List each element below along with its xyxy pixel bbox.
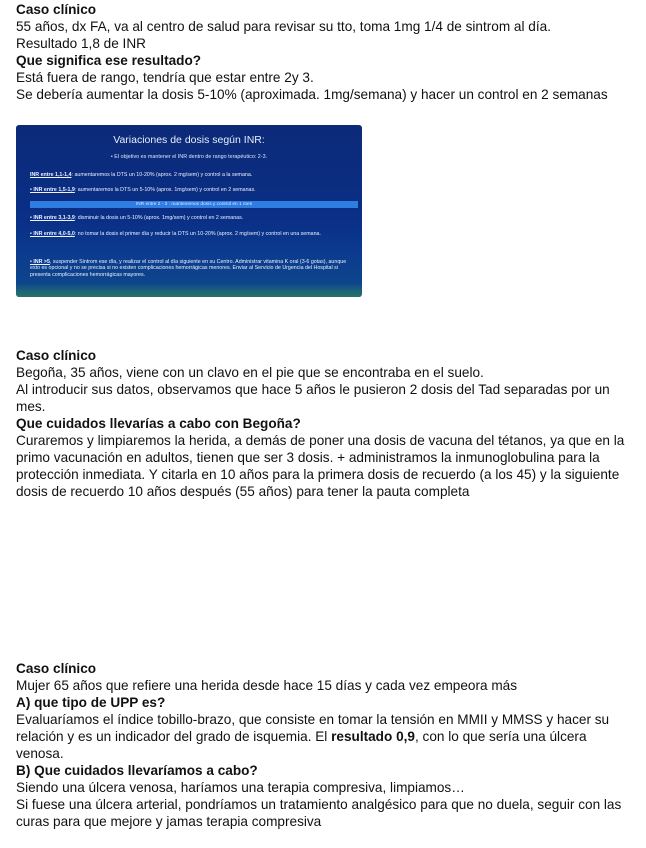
slide-background-grass xyxy=(16,283,362,297)
slide-rule-3-label: • INR entre 3,1-3,9 xyxy=(30,215,75,221)
case2-line1: Begoña, 35 años, viene con un clavo en el pie que se encontraba en el suelo. xyxy=(16,365,484,380)
case2-line2: Al introducir sus datos, observamos que hace 5 años le pusieron 2 dosis del Tad separadas por un mes. xyxy=(16,382,610,414)
slide-rule-3 xyxy=(30,215,352,221)
slide-rule-2-text: : aumentaremos la DTS un 5-10% (aprox. 1mg/sem) y control en 2 semanas. xyxy=(74,187,256,193)
slide-rule-3-text: : disminuir la dosis un 5-10% (aprox. 1mg/sem) y control en 2 semanas. xyxy=(74,215,244,221)
case1-answer1: Está fuera de rango, tendría que estar entre 2y 3. xyxy=(16,70,314,85)
case2-question: Que cuidados llevarías a cabo con Begoña? xyxy=(16,416,301,431)
slide-rule-1-text: : aumentaremos la DTS un 10-20% (aprox. 2 mg/sem) y control a la semana. xyxy=(71,172,253,178)
slide-rule-2-label: • INR entre 1,5-1,9 xyxy=(30,187,75,193)
slide-title: Variaciones de dosis según INR: xyxy=(113,134,265,146)
slide-rule-5 xyxy=(30,259,352,278)
case3-line1: Mujer 65 años que refiere una herida desde hace 15 días y cada vez empeora más xyxy=(16,678,518,693)
case3-answer-a-conclusion: , con lo que sería una úlcera venosa. xyxy=(16,729,587,761)
slide-highlight-band: INR entre 2 - 3 : mantenemos dosis y control en 1 mes xyxy=(30,201,358,208)
slide-rule-4-text: : no tomar la dosis el primer día y reducir la DTS un 10-20% (aprox. 2 mg/sem) y control en una semana. xyxy=(74,231,321,237)
case3-question-a: A) que tipo de UPP es? xyxy=(16,695,166,710)
inr-dose-slide xyxy=(16,125,362,297)
slide-rule-4 xyxy=(30,231,352,237)
case1-heading: Caso clínico xyxy=(16,2,97,17)
slide-rule-5-text: , suspender Sintrom ese día, y realizar el control al día siguiente en su Centro. Administrar vitamina K oral (3-6 gotas), aunque esto es opcional y no se precisa si no existen complicaciones hemorrágicas menores. Enviar al Servicio de Urgencia del Hospital si presenta complicaciones hemorrágicas mayores. xyxy=(30,259,347,278)
slide-rule-4-label: • INR entre 4,0-5,0 xyxy=(30,231,75,237)
slide-rule-5-label: • INR >5 xyxy=(30,259,50,265)
case3-question-b: B) Que cuidados llevaríamos a cabo? xyxy=(16,763,258,778)
case3-answer-a xyxy=(16,711,630,762)
case1-line1: 55 años, dx FA, va al centro de salud para revisar su tto, toma 1mg 1/4 de sintrom al día. xyxy=(16,19,551,34)
slide-subtitle: • El objetivo es mantener el INR dentro de rango terapéutico: 2-3. xyxy=(110,154,268,160)
case3-section xyxy=(16,660,630,830)
case1-line2: Resultado 1,8 de INR xyxy=(16,36,146,51)
case1-answer2: Se debería aumentar la dosis 5-10% (aproximada. 1mg/semana) y hacer un control en 2 semanas xyxy=(16,87,608,102)
case3-answer-a-result: resultado 0,9 xyxy=(331,729,415,744)
slide-rule-1-label: INR entre 1,1-1,4 xyxy=(30,172,72,178)
case1-question: Que significa ese resultado? xyxy=(16,53,202,68)
case3-answer-b1: Siendo una úlcera venosa, haríamos una terapia compresiva, limpiamos… xyxy=(16,780,465,795)
case2-heading: Caso clínico xyxy=(16,348,97,363)
slide-rule-1 xyxy=(30,172,352,178)
case3-answer-b2: Si fuese una úlcera arterial, pondríamos un tratamiento analgésico para que no duela, seguir con las curas para que mejore y jamas terapia compresiva xyxy=(16,797,622,829)
case2-answer: Curaremos y limpiaremos la herida, a demás de poner una dosis de vacuna del tétanos, ya que en la primo vacunación en adultos, tienen que ser 3 dosis. + administramos la inmunoglobulina para la protección inmediata. Y citarla en 10 años para la primera dosis de recuerdo (a los 45) y la siguiente dosis de recuerdo 10 años después (55 años) para tener la pauta completa xyxy=(16,433,625,499)
case1-section xyxy=(16,1,630,103)
case3-heading: Caso clínico xyxy=(16,661,97,676)
case2-section xyxy=(16,347,630,500)
slide-rule-2 xyxy=(30,187,352,193)
case3-answer-a-text: Evaluaríamos el índice tobillo-brazo, que consiste en tomar la tensión en MMII y MMSS y hacer su relación y es un indicador del grado de isquemia. El xyxy=(16,712,610,744)
